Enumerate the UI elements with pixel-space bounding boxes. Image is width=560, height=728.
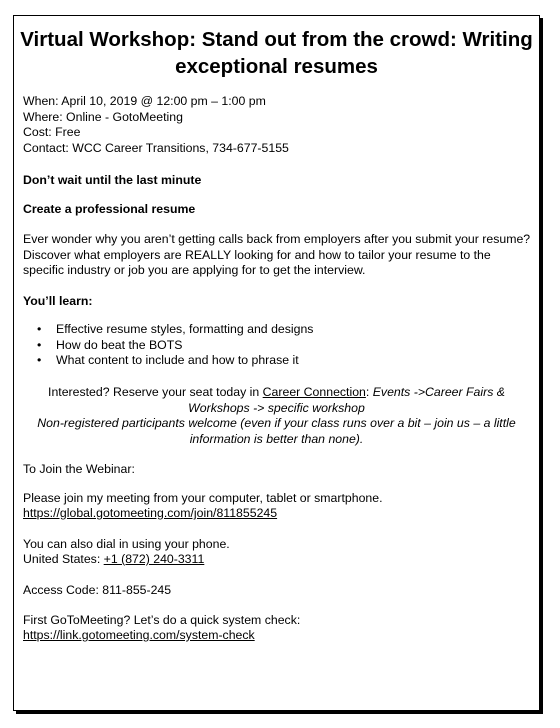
reserve-path: Events ->Career Fairs & Workshops -> specific workshop [188,385,505,415]
dial-number-link[interactable]: +1 (872) 240-3311 [103,552,205,566]
headline-create-resume: Create a professional resume [23,202,196,216]
reserve-block [18,385,535,447]
event-cost: Cost: Free [23,125,81,139]
join-url-link[interactable]: https://global.gotomeeting.com/join/811855245 [23,506,278,520]
list-item: • What content to include and how to phrase it [37,353,313,369]
headline-dont-wait: Don’t wait until the last minute [23,173,202,187]
system-check-link[interactable]: https://link.gotomeeting.com/system-check [23,628,255,642]
event-details [23,94,289,156]
page-title: Virtual Workshop: Stand out from the crowd: Writing exceptional resumes [20,28,533,78]
join-text: Please join my meeting from your computer, tablet or smartphone. [23,491,383,505]
dial-prefix: United States: [23,552,104,566]
event-when: When: April 10, 2019 @ 12:00 pm – 1:00 pm [23,94,266,108]
dial-line [23,552,204,568]
reserve-note: Non-registered participants welcome (even if your class runs over a bit – join us – a little information is better than none). [37,416,516,446]
access-code: Access Code: 811-855-245 [23,583,172,597]
check-text: First GoToMeeting? Let’s do a quick system check: [23,613,301,627]
career-connection-link[interactable]: Career Connection [262,385,366,399]
intro-paragraph: Ever wonder why you aren’t getting calls back from employers after you submit your resume? Discover what employers are REALLY looking for and how to tailor your resume to the specific industry or job you are applying for to get the interview. [23,232,531,277]
flyer-frame [13,15,540,711]
learn-list [37,322,313,369]
list-item: • How do beat the BOTS [37,338,313,354]
list-item: • Effective resume styles, formatting and designs [37,322,313,338]
reserve-colon: : [365,385,373,399]
join-heading: To Join the Webinar: [23,462,135,476]
event-contact: Contact: WCC Career Transitions, 734-677-5155 [23,140,289,155]
learn-heading: You’ll learn: [23,294,93,308]
event-where: Where: Online - GotoMeeting [23,109,183,124]
reserve-prefix: Interested? Reserve your seat today in [48,385,263,399]
reserve-line [18,385,535,416]
dial-text: You can also dial in using your phone. [23,537,230,551]
